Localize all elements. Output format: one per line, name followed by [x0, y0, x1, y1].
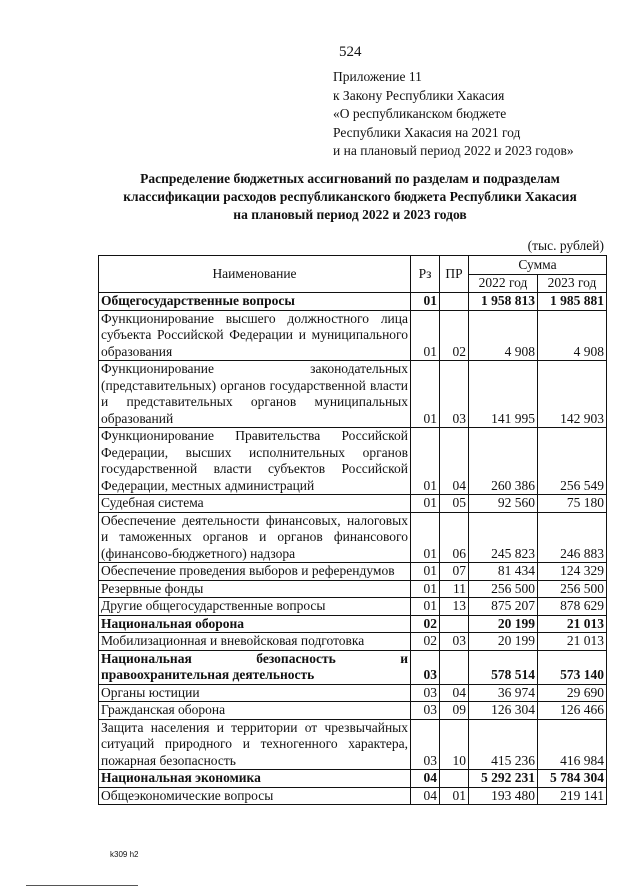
row-rz: 04 — [411, 770, 440, 788]
header-sum: Сумма — [469, 256, 607, 275]
table-row — [99, 684, 607, 702]
title-line: на плановый период 2022 и 2023 годов — [233, 207, 467, 222]
table-row — [99, 580, 607, 598]
row-amount-2023: 256 500 — [538, 580, 607, 598]
row-pr: 03 — [440, 361, 469, 428]
row-name: Функционирование законодательных (представительных) органов государственной власти и представительных органов муниципальных образований — [99, 361, 411, 428]
row-rz: 02 — [411, 615, 440, 633]
row-amount-2023: 1 985 881 — [538, 293, 607, 311]
budget-table — [98, 255, 607, 805]
row-rz: 01 — [411, 512, 440, 563]
row-rz: 01 — [411, 310, 440, 361]
row-rz: 04 — [411, 787, 440, 805]
row-name: Функционирование высшего должностного лица субъекта Российской Федерации и муниципального образования — [99, 310, 411, 361]
row-rz: 03 — [411, 719, 440, 770]
table-row — [99, 787, 607, 805]
row-amount-2022: 4 908 — [469, 310, 538, 361]
row-amount-2023: 573 140 — [538, 650, 607, 684]
row-name: Судебная система — [99, 495, 411, 513]
row-amount-2023: 5 784 304 — [538, 770, 607, 788]
row-pr: 07 — [440, 563, 469, 581]
row-name: Мобилизационная и вневойсковая подготовка — [99, 633, 411, 651]
row-pr: 04 — [440, 684, 469, 702]
row-name: Гражданская оборона — [99, 702, 411, 720]
row-name: Обеспечение проведения выборов и референдумов — [99, 563, 411, 581]
row-rz: 01 — [411, 563, 440, 581]
row-name: Национальная оборона — [99, 615, 411, 633]
table-row — [99, 702, 607, 720]
row-amount-2022: 256 500 — [469, 580, 538, 598]
row-rz: 03 — [411, 702, 440, 720]
document-title — [80, 170, 620, 224]
row-name: Функционирование Правительства Российской Федерации, высших исполнительных органов государственной власти субъектов Российской Федерации, местных администраций — [99, 428, 411, 495]
row-name: Национальная экономика — [99, 770, 411, 788]
row-amount-2023: 21 013 — [538, 633, 607, 651]
row-pr — [440, 293, 469, 311]
row-pr: 01 — [440, 787, 469, 805]
row-amount-2023: 416 984 — [538, 719, 607, 770]
row-rz: 01 — [411, 495, 440, 513]
row-name: Общеэкономические вопросы — [99, 787, 411, 805]
table-row — [99, 512, 607, 563]
row-pr: 04 — [440, 428, 469, 495]
row-amount-2022: 578 514 — [469, 650, 538, 684]
appendix-reference — [333, 68, 574, 161]
row-amount-2023: 29 690 — [538, 684, 607, 702]
row-name: Обеспечение деятельности финансовых, налоговых и таможенных органов и органов финансового (финансово-бюджетного) надзора — [99, 512, 411, 563]
row-amount-2023: 878 629 — [538, 598, 607, 616]
budget-table-body — [99, 293, 607, 805]
row-pr: 02 — [440, 310, 469, 361]
row-rz: 01 — [411, 598, 440, 616]
header-2022: 2022 год — [469, 275, 538, 293]
table-row — [99, 361, 607, 428]
row-pr: 05 — [440, 495, 469, 513]
table-row — [99, 310, 607, 361]
row-rz: 01 — [411, 361, 440, 428]
row-amount-2022: 92 560 — [469, 495, 538, 513]
row-name: Общегосударственные вопросы — [99, 293, 411, 311]
row-pr: 13 — [440, 598, 469, 616]
row-pr — [440, 650, 469, 684]
row-rz: 03 — [411, 650, 440, 684]
row-amount-2022: 260 386 — [469, 428, 538, 495]
appendix-line: «О республиканском бюджете — [333, 106, 507, 121]
footer-code: k309 h2 — [110, 850, 139, 859]
row-rz: 01 — [411, 580, 440, 598]
row-name: Защита населения и территории от чрезвычайных ситуаций природного и техногенного характера, пожарная безопасность — [99, 719, 411, 770]
row-name: Органы юстиции — [99, 684, 411, 702]
row-pr: 09 — [440, 702, 469, 720]
row-amount-2023: 246 883 — [538, 512, 607, 563]
appendix-line: Приложение 11 — [333, 69, 422, 84]
title-line: классификации расходов республиканского бюджета Республики Хакасия — [123, 189, 577, 204]
row-name: Резервные фонды — [99, 580, 411, 598]
row-amount-2022: 141 995 — [469, 361, 538, 428]
row-pr: 11 — [440, 580, 469, 598]
table-row — [99, 770, 607, 788]
row-amount-2022: 20 199 — [469, 615, 538, 633]
row-amount-2023: 4 908 — [538, 310, 607, 361]
table-row — [99, 650, 607, 684]
row-amount-2023: 75 180 — [538, 495, 607, 513]
appendix-line: к Закону Республики Хакасия — [333, 87, 505, 103]
table-row — [99, 495, 607, 513]
row-amount-2023: 256 549 — [538, 428, 607, 495]
page-number: 524 — [339, 44, 362, 60]
appendix-line: и на плановый период 2022 и 2023 годов» — [333, 143, 574, 158]
row-amount-2022: 36 974 — [469, 684, 538, 702]
row-amount-2022: 875 207 — [469, 598, 538, 616]
row-amount-2022: 126 304 — [469, 702, 538, 720]
row-amount-2022: 1 958 813 — [469, 293, 538, 311]
row-amount-2022: 245 823 — [469, 512, 538, 563]
table-row — [99, 293, 607, 311]
row-pr — [440, 615, 469, 633]
row-amount-2022: 5 292 231 — [469, 770, 538, 788]
row-pr: 10 — [440, 719, 469, 770]
appendix-line: Республики Хакасия на 2021 год — [333, 124, 521, 140]
row-amount-2023: 142 903 — [538, 361, 607, 428]
table-row — [99, 563, 607, 581]
table-row — [99, 615, 607, 633]
row-rz: 01 — [411, 428, 440, 495]
row-amount-2022: 81 434 — [469, 563, 538, 581]
title-line: Распределение бюджетных ассигнований по разделам и подразделам — [140, 171, 560, 186]
row-name: Другие общегосударственные вопросы — [99, 598, 411, 616]
table-row — [99, 428, 607, 495]
row-amount-2023: 124 329 — [538, 563, 607, 581]
row-rz: 03 — [411, 684, 440, 702]
row-rz: 01 — [411, 293, 440, 311]
row-pr: 03 — [440, 633, 469, 651]
header-rz: Рз — [411, 256, 440, 293]
row-pr: 06 — [440, 512, 469, 563]
row-amount-2023: 21 013 — [538, 615, 607, 633]
header-pr: ПР — [440, 256, 469, 293]
footer-divider — [26, 885, 138, 886]
units-label: (тыс. рублей) — [527, 238, 604, 253]
row-name: Национальная безопасность и правоохранительная деятельность — [99, 650, 411, 684]
row-pr — [440, 770, 469, 788]
header-name: Наименование — [99, 256, 411, 293]
row-amount-2022: 415 236 — [469, 719, 538, 770]
table-row — [99, 633, 607, 651]
row-amount-2022: 20 199 — [469, 633, 538, 651]
row-rz: 02 — [411, 633, 440, 651]
table-row — [99, 598, 607, 616]
row-amount-2023: 219 141 — [538, 787, 607, 805]
row-amount-2023: 126 466 — [538, 702, 607, 720]
header-2023: 2023 год — [538, 275, 607, 293]
row-amount-2022: 193 480 — [469, 787, 538, 805]
table-row — [99, 719, 607, 770]
